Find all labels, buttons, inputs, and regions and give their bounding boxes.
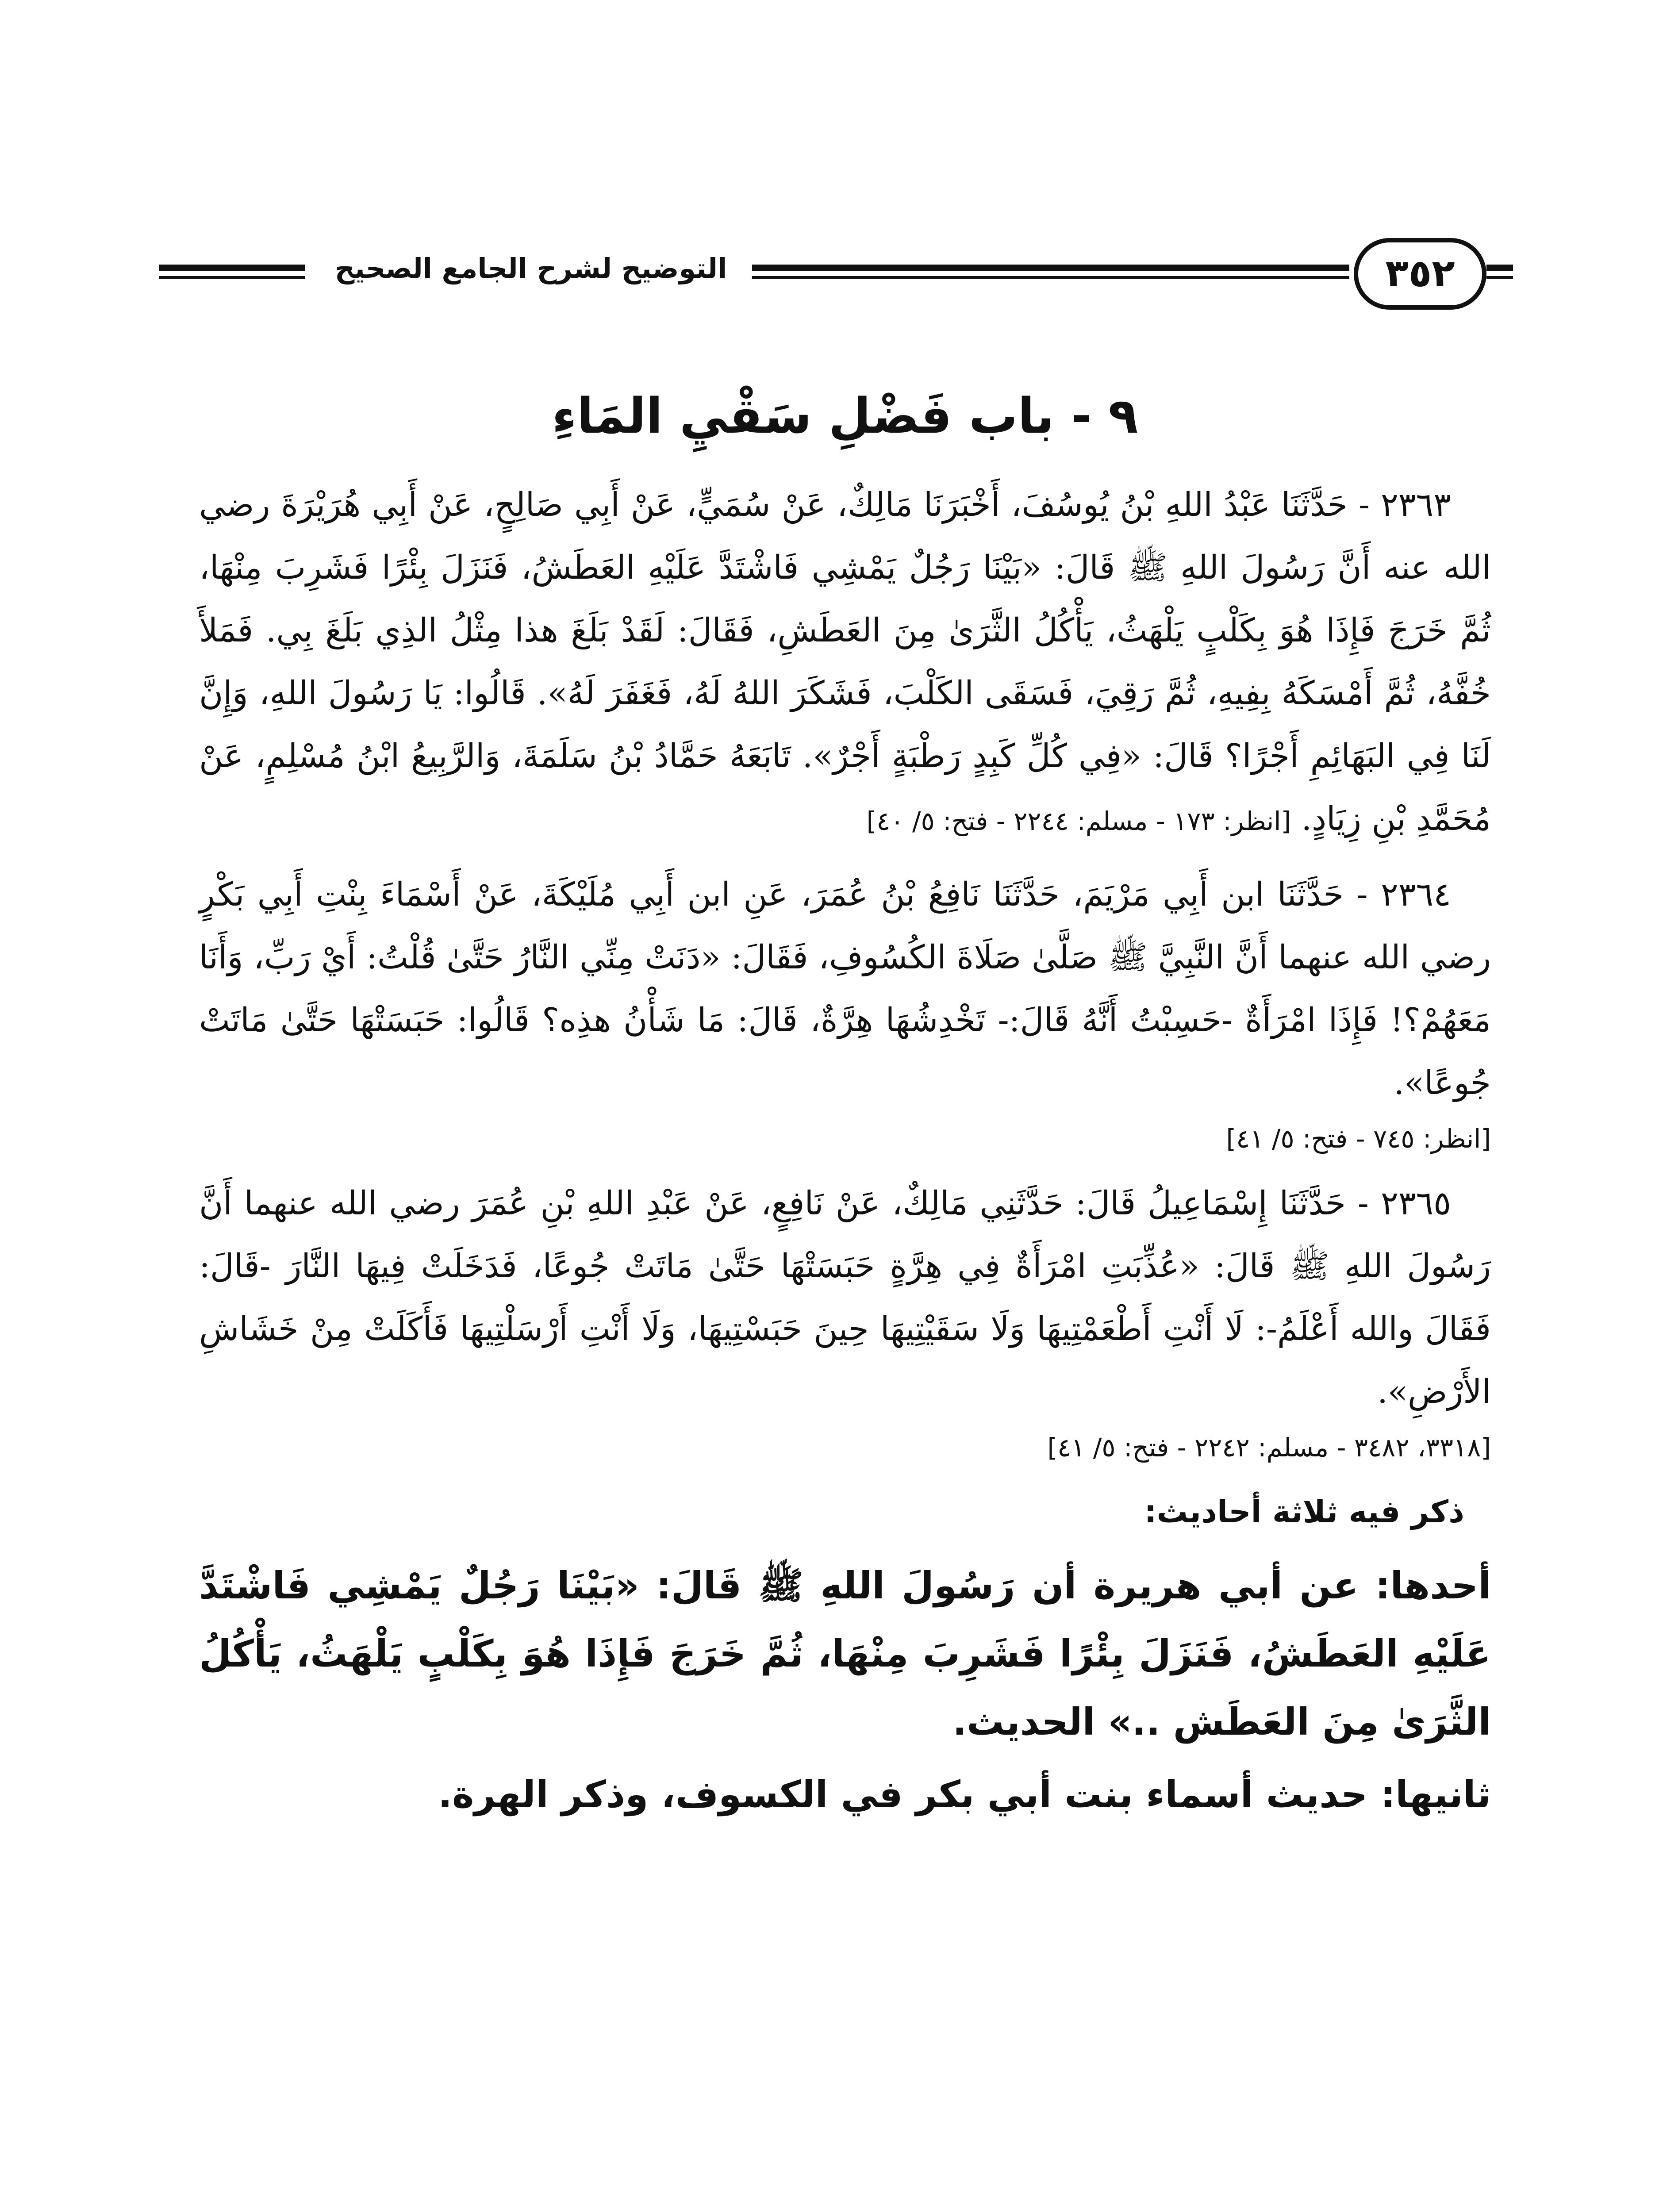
commentary-paragraph <box>199 1551 1491 1756</box>
header-rule-left <box>159 265 305 284</box>
commentary-text: حديث أسماء بنت أبي بكر في الكسوف، وذكر الهرة. <box>438 1773 1368 1816</box>
header-rule-middle <box>752 265 1349 284</box>
hadith-body: ٢٣٦٣ - حَدَّثَنَا عَبْدُ اللهِ بْنُ يُوسُفَ، أَخْبَرَنَا مَالِكٌ، عَنْ سُمَيٍّ، عَنْ أَبِي صَالِحٍ، عَنْ أَبِي هُرَيْرَةَ رضي الله عنه أَنَّ رَسُولَ اللهِ ﷺ قَالَ: «بَيْنَا رَجُلٌ يَمْشِي فَاشْتَدَّ عَلَيْهِ العَطَشُ، فَنَزَلَ بِئْرًا فَشَرِبَ مِنْهَا، ثُمَّ خَرَجَ فَإِذَا هُوَ بِكَلْبٍ يَلْهَثُ، يَأْكُلُ الثَّرَىٰ مِنَ العَطَشِ، فَقَالَ: لَقَدْ بَلَغَ هذا مِثْلُ الذِي بَلَغَ بِي. فَمَلأَ خُفَّهُ، ثُمَّ أَمْسَكَهُ بِفِيهِ، ثُمَّ رَقِيَ، فَسَقَى الكَلْبَ، فَشَكَرَ اللهُ لَهُ، فَغَفَرَ لَهُ». قَالُوا: يَا رَسُولَ اللهِ، وَإِنَّ لَنَا فِي البَهَائِمِ أَجْرًا؟ قَالَ: «فِي كُلِّ كَبِدٍ رَطْبَةٍ أَجْرٌ». تَابَعَهُ حَمَّادُ بْنُ سَلَمَةَ، وَالرَّبِيعُ ابْنُ مُسْلِمٍ، عَنْ مُحَمَّدِ بْنِ زِيَادٍ. <box>199 486 1491 838</box>
commentary-lead: أحدها: <box>1375 1564 1491 1607</box>
page-number: ٣٥٢ <box>1354 238 1486 310</box>
running-title: التوضيح لشرح الجامع الصحيح <box>334 252 727 284</box>
page-content <box>199 385 1491 1833</box>
header-rule-right <box>1486 265 1513 284</box>
hadith-body: ٢٣٦٤ - حَدَّثَنَا ابن أَبِي مَرْيَمَ، حَدَّثَنَا نَافِعُ بْنُ عُمَرَ، عَنِ ابن أَبِي مُلَيْكَةَ، عَنْ أَسْمَاءَ بِنْتِ أَبِي بَكْرٍ رضي الله عنهما أَنَّ النَّبِيَّ ﷺ صَلَّىٰ صَلَاةَ الكُسُوفِ، فَقَالَ: «دَنَتْ مِنِّي النَّارُ حَتَّىٰ قُلْتُ: أَيْ رَبِّ، وَأَنَا مَعَهُمْ؟! فَإِذَا امْرَأَةٌ -حَسِبْتُ أَنَّهُ قَالَ:- تَخْدِشُهَا هِرَّةٌ، قَالَ: مَا شَأْنُ هذِه؟ قَالُوا: حَبَسَتْهَا حَتَّىٰ مَاتَتْ جُوعًا». <box>199 876 1491 1102</box>
chapter-title: ٩ - باب فَضْلِ سَقْيِ المَاءِ <box>552 388 1138 444</box>
hadith-reference: [انظر: ١٧٣ - مسلم: ٢٢٤٤ - فتح: ٥/ ٤٠] <box>866 806 1291 836</box>
section-heading: ذكر فيه ثلاثة أحاديث: <box>1144 1494 1464 1530</box>
hadith-body: ٢٣٦٥ - حَدَّثَنَا إِسْمَاعِيلُ قَالَ: حَدَّثَنِي مَالِكٌ، عَنْ نَافِعٍ، عَنْ عَبْدِ اللهِ بْنِ عُمَرَ رضي الله عنهما أَنَّ رَسُولَ اللهِ ﷺ قَالَ: «عُذِّبَتِ امْرَأَةٌ فِي هِرَّةٍ حَبَسَتْهَا حَتَّىٰ مَاتَتْ جُوعًا، فَدَخَلَتْ فِيهَا النَّارَ -قَالَ: فَقَالَ والله أَعْلَمُ-: لَا أَنْتِ أَطْعَمْتِيهَا وَلَا سَقَيْتِيهَا حِينَ حَبَسْتِيهَا، وَلَا أَنْتِ أَرْسَلْتِيهَا فَأَكَلَتْ مِنْ خَشَاشِ الأَرْضِ». <box>199 1184 1491 1411</box>
commentary-paragraph <box>199 1760 1491 1828</box>
hadith-text <box>199 1172 1491 1423</box>
hadith-text <box>199 473 1491 853</box>
hadith-text <box>199 863 1491 1114</box>
hadith-reference: [انظر: ٧٤٥ - فتح: ٥/ ٤١] <box>1226 1124 1491 1154</box>
page-header <box>159 230 1513 319</box>
commentary-text: عن أبي هريرة أن رَسُولَ اللهِ ﷺ قَالَ: «بَيْنَا رَجُلٌ يَمْشِي فَاشْتَدَّ عَلَيْهِ العَطَشُ، فَنَزَلَ بِئْرًا فَشَرِبَ مِنْهَا، ثُمَّ خَرَجَ فَإِذَا هُوَ بِكَلْبٍ يَلْهَثُ، يَأْكُلُ الثَّرَىٰ مِنَ العَطَش ..» الحديث. <box>199 1564 1491 1743</box>
commentary-lead: ثانيها: <box>1380 1773 1491 1816</box>
hadith-reference: [٣٣١٨، ٣٤٨٢ - مسلم: ٢٢٤٢ - فتح: ٥/ ٤١] <box>1047 1432 1491 1463</box>
